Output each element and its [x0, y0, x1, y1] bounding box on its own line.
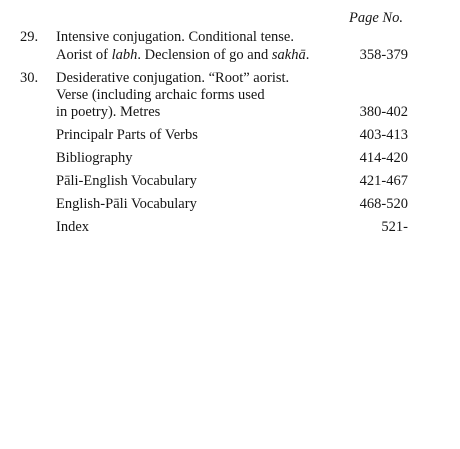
- entry-pages: 468-520: [359, 196, 408, 212]
- entry-title-line: Desiderative conjugation. “Root” aorist.: [56, 70, 290, 86]
- entry-title: Pāli-English Vocabulary: [56, 173, 197, 189]
- entry-pages: 521-: [381, 219, 408, 235]
- entry-title: Index: [56, 219, 90, 235]
- entry-pages: 358-379: [359, 47, 408, 63]
- entry-pages: 421-467: [359, 173, 408, 189]
- entry-pages: 403-413: [359, 127, 408, 143]
- entry-title-line: in poetry). Metres: [56, 104, 161, 120]
- entry-text: . Declension of go and: [137, 47, 269, 63]
- entry-pages: 414-420: [359, 150, 408, 166]
- entry-text-italic: labh: [111, 47, 138, 63]
- entry-title: Principalr Parts of Verbs: [56, 127, 198, 143]
- entry-title-line: Intensive conjugation. Conditional tense.: [56, 29, 294, 45]
- entry-text: Aorist of: [56, 47, 108, 63]
- entry-title-line: [56, 47, 309, 64]
- entry-title-line: Verse (including archaic forms used: [56, 87, 265, 103]
- page-no-header: Page No.: [349, 10, 403, 26]
- entry-text: .: [305, 47, 310, 63]
- entry-title: English-Pāli Vocabulary: [56, 196, 197, 212]
- entry-title: Bibliography: [56, 150, 133, 166]
- entry-number: 30.: [20, 70, 39, 86]
- entry-text-italic: sakhā: [271, 47, 306, 63]
- entry-number: 29.: [20, 29, 39, 45]
- entry-pages: 380-402: [359, 104, 408, 120]
